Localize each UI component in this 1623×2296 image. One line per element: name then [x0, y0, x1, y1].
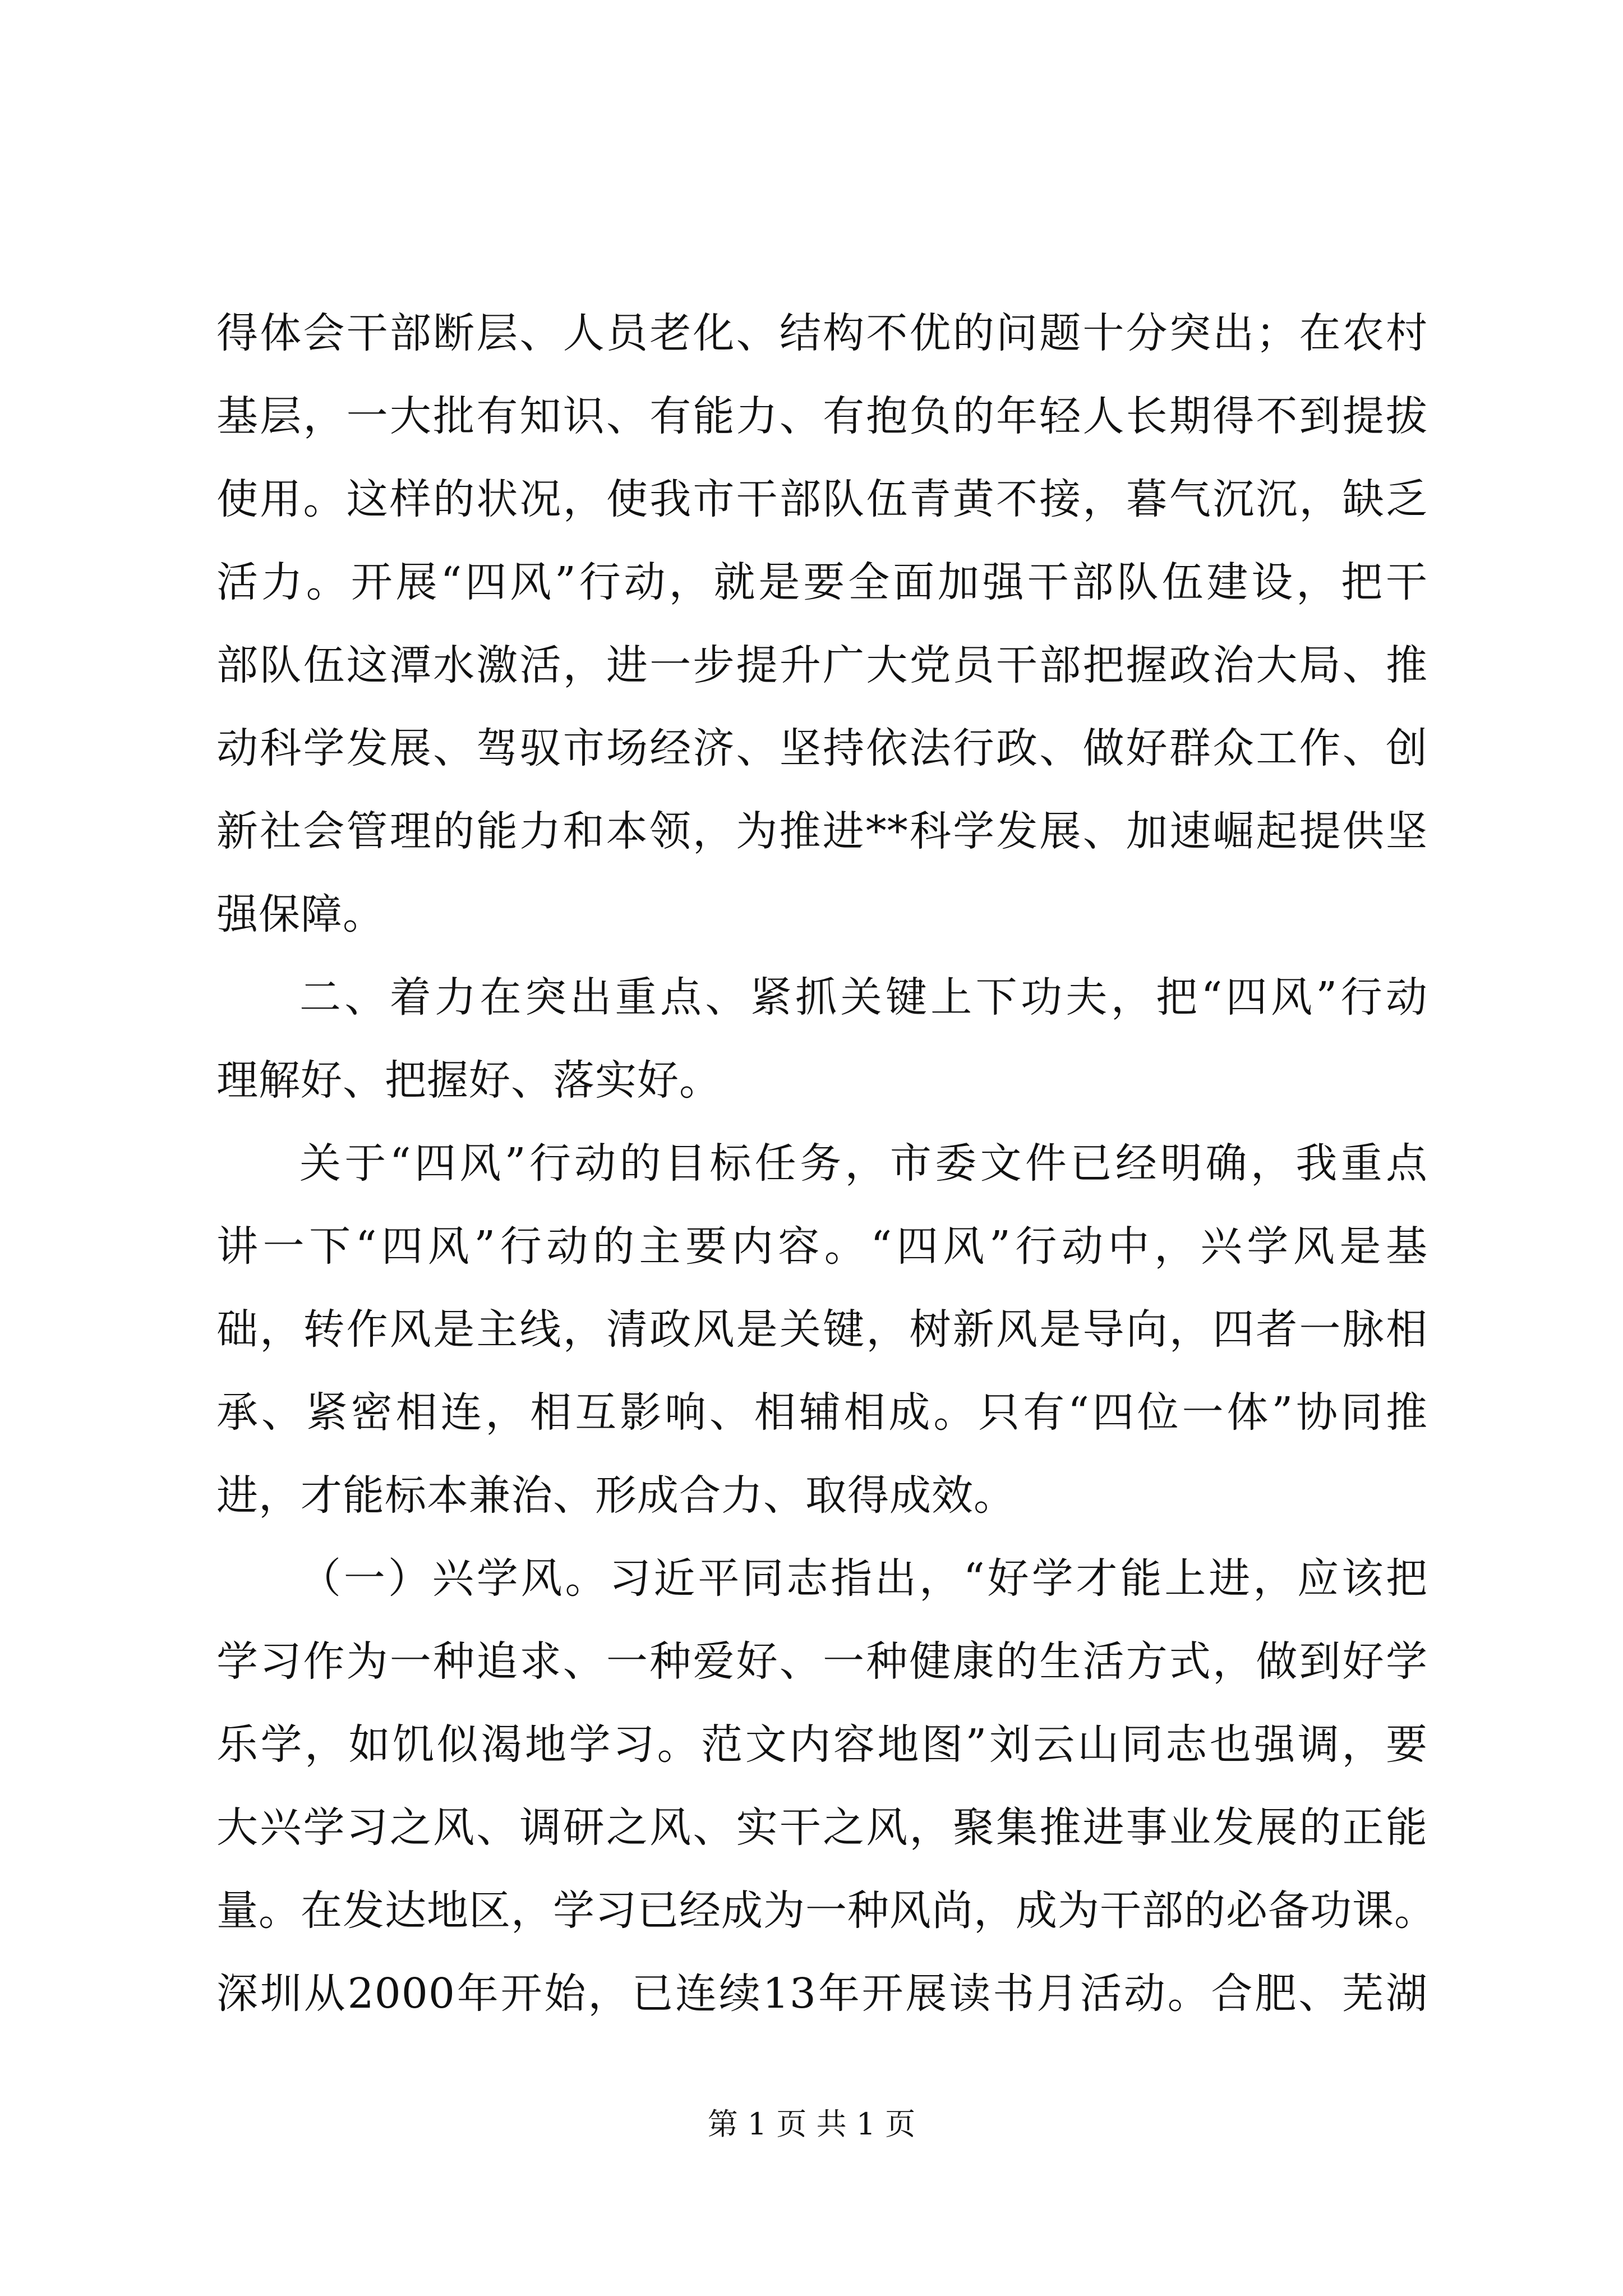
document-body	[216, 292, 1436, 2035]
text-line: 部队伍这潭水激活，进一步提升广大党员干部把握政治大局、推	[216, 641, 1428, 689]
text-line: 进，才能标本兼治、形成合力、取得成效。	[216, 1471, 1016, 1520]
text-line: 乐学，如饥似渴地学习。范文内容地图”刘云山同志也强调，要	[216, 1720, 1428, 1769]
page-number-footer: 第 1 页 共 1 页	[707, 2106, 916, 2142]
text-line: 使用。这样的状况，使我市干部队伍青黄不接，暮气沉沉，缺乏	[216, 475, 1428, 523]
text-line: 动科学发展、驾驭市场经济、坚持依法行政、做好群众工作、创	[216, 724, 1428, 772]
text-line: 活力。开展“四风”行动，就是要全面加强干部队伍建设，把干	[216, 558, 1428, 606]
section-heading-line: 二、着力在突出重点、紧抓关键上下功夫，把“四风”行动	[299, 973, 1428, 1022]
text-line: 得体会干部断层、人员老化、结构不优的问题十分突出；在农村	[216, 309, 1428, 357]
text-line: 关于“四风”行动的目标任务，市委文件已经明确，我重点	[299, 1139, 1428, 1188]
text-line: 新社会管理的能力和本领，为推进**科学发展、加速崛起提供坚	[216, 807, 1428, 855]
text-line: 基层，一大批有知识、有能力、有抱负的年轻人长期得不到提拔	[216, 392, 1428, 440]
text-line: 承、紧密相连，相互影响、相辅相成。只有“四位一体”协同推	[216, 1388, 1428, 1437]
text-line: （一）兴学风。习近平同志指出，“好学才能上进，应该把	[299, 1554, 1428, 1603]
section-heading-line: 理解好、把握好、落实好。	[216, 1056, 721, 1105]
text-line: 学习作为一种追求、一种爱好、一种健康的生活方式，做到好学	[216, 1637, 1428, 1686]
text-line: 大兴学习之风、调研之风、实干之风，聚集推进事业发展的正能	[216, 1803, 1428, 1852]
text-line: 讲一下“四风”行动的主要内容。“四风”行动中，兴学风是基	[216, 1222, 1428, 1271]
text-line: 深圳从2000年开始，已连续13年开展读书月活动。合肥、芜湖	[216, 1970, 1428, 2018]
text-line: 量。在发达地区，学习已经成为一种风尚，成为干部的必备功课。	[216, 1887, 1436, 1935]
text-line: 强保障。	[216, 890, 385, 938]
text-line: 础，转作风是主线，清政风是关键，树新风是导向，四者一脉相	[216, 1305, 1428, 1354]
